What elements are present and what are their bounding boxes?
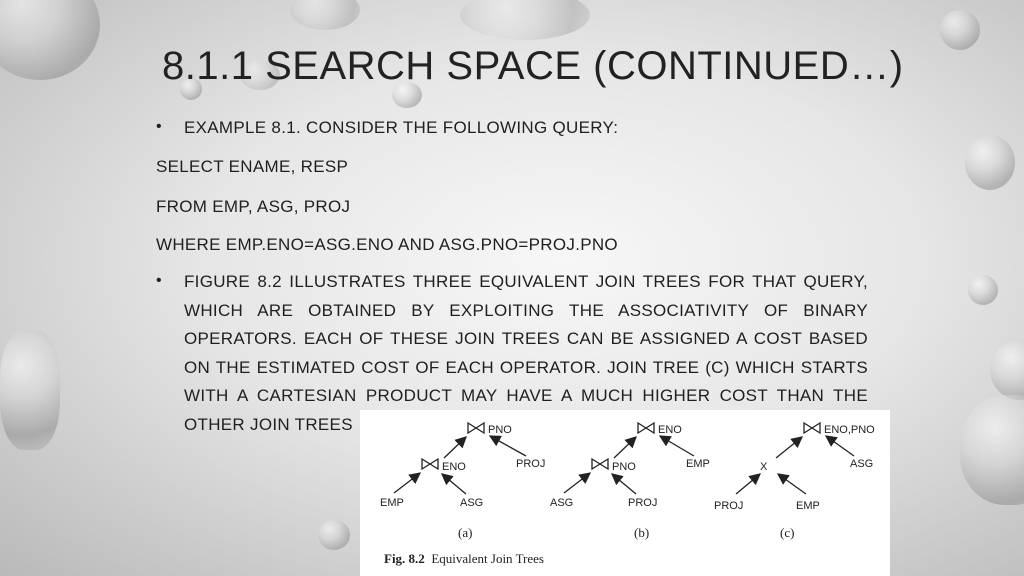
tree-a-left-leaf: EMP [380, 497, 404, 509]
water-drop-decoration [318, 520, 350, 550]
tree-a-right-relation: PROJ [516, 458, 546, 470]
tree-a-top-join-attr: PNO [488, 424, 512, 436]
tree-b-label: (b) [634, 525, 650, 540]
bullet-marker: • [156, 118, 162, 135]
tree-c-label: (c) [780, 525, 795, 540]
water-drop-decoration [940, 10, 980, 50]
figure-caption-text: Equivalent Join Trees [431, 551, 544, 566]
tree-a-label: (a) [458, 525, 473, 540]
join-icon [592, 459, 608, 469]
join-trees-figure [360, 410, 890, 576]
tree-c-cartesian-op: X [760, 461, 768, 473]
tree-a-right-leaf: ASG [460, 497, 484, 509]
tree-b-top-join-attr: ENO [658, 424, 682, 436]
query-from-line: FROM EMP, ASG, PROJ [156, 197, 351, 216]
tree-c-right-leaf: EMP [796, 500, 820, 512]
water-drop-decoration [0, 330, 60, 450]
figure-description-paragraph: FIGURE 8.2 ILLUSTRATES THREE EQUIVALENT JOIN TREES FOR THAT QUERY, WHICH ARE OBTAINED BY EXPLOITING THE ASSOCIATIVITY OF BINARY OPERATORS. EACH OF THESE JOIN TREES CAN BE ASSIGNED A COST BASED ON THE ESTIMATED COST OF EACH OPERATOR. JOIN TREE (C) WHICH STARTS WITH A CARTESIAN PRODUCT MAY HAVE A MUCH HIGHER COST THAN THE OTHER JOIN TREES [184, 272, 868, 434]
water-drop-decoration [460, 0, 590, 40]
water-drop-decoration [990, 340, 1024, 400]
tree-b-right-relation: EMP [686, 458, 710, 470]
water-drop-decoration [0, 0, 100, 80]
tree-b-left-leaf: ASG [550, 497, 574, 509]
query-where-line: WHERE EMP.ENO=ASG.ENO AND ASG.PNO=PROJ.PNO [156, 235, 618, 254]
join-icon [422, 459, 438, 469]
query-select-line: SELECT ENAME, RESP [156, 157, 349, 176]
tree-c-left-leaf: PROJ [714, 500, 744, 512]
water-drop-decoration [968, 275, 998, 305]
tree-b-right-leaf: PROJ [628, 497, 658, 509]
join-icon [804, 423, 820, 433]
tree-b-inner-join-attr: PNO [612, 461, 636, 473]
figure-caption-number: Fig. 8.2 [384, 551, 425, 566]
water-drop-decoration [290, 0, 360, 30]
join-icon [468, 423, 484, 433]
water-drop-decoration [965, 135, 1015, 190]
join-icon [638, 423, 654, 433]
bullet-marker: • [156, 272, 162, 289]
tree-c-top-join-attr: ENO,PNO [824, 424, 875, 436]
figure-caption [384, 551, 544, 567]
tree-a-inner-join-attr: ENO [442, 461, 466, 473]
slide-title: 8.1.1 SEARCH SPACE (CONTINUED…) [162, 44, 904, 88]
water-drop-decoration [960, 395, 1024, 505]
bullet-example-text: EXAMPLE 8.1. CONSIDER THE FOLLOWING QUERY: [184, 118, 619, 137]
tree-c-right-relation: ASG [850, 458, 874, 470]
